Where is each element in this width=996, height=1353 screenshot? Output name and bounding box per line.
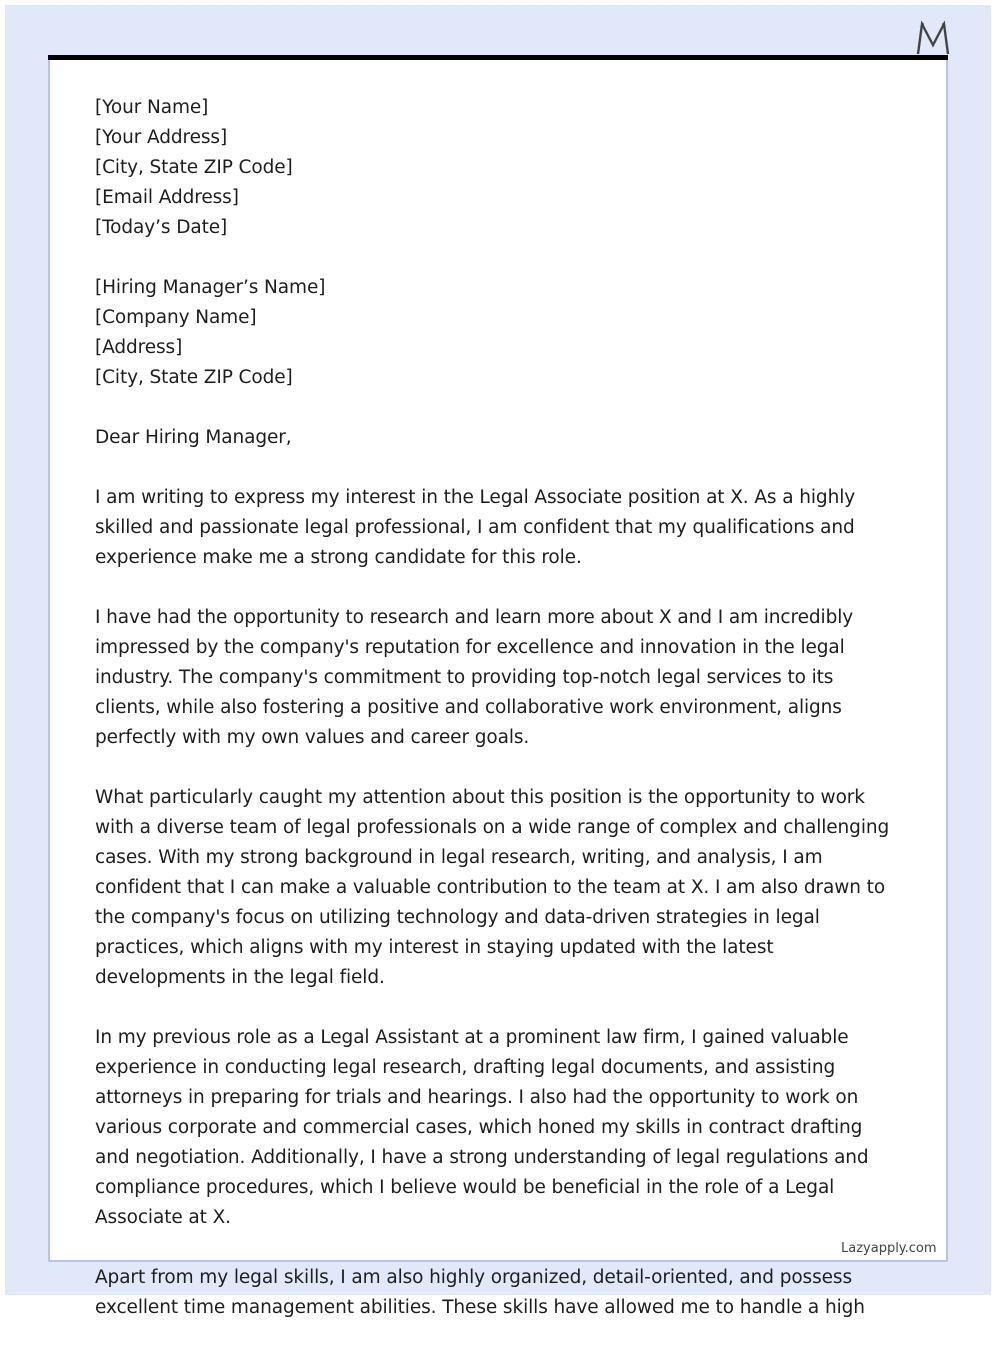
letter-date: [Today’s Date] bbox=[95, 217, 228, 238]
letter-body bbox=[95, 93, 895, 1353]
sender-city: [City, State ZIP Code] bbox=[95, 157, 293, 178]
sender-name: [Your Name] bbox=[95, 97, 209, 118]
m-logo-icon bbox=[915, 21, 951, 57]
recipient-city: [City, State ZIP Code] bbox=[95, 367, 293, 388]
paragraph-intro: I am writing to express my interest in the Legal Associate position at X. As a highly skilled and passionate legal professional, I am confident that my qualifications and experience make me a strong candidate for this role. bbox=[95, 487, 856, 568]
paragraph-experience: In my previous role as a Legal Assistant at a prominent law firm, I gained valuable experience in conducting legal research, drafting legal documents, and assisting attorneys in preparing for trials and hearings. I also had the opportunity to work on various corporate and commercial cases, which honed my skills in contract drafting and negotiation. Additionally, I have a strong understanding of legal regulations and compliance procedures, which I believe would be beneficial in the role of a Legal Associate at X. bbox=[95, 1027, 869, 1228]
sender-block bbox=[95, 93, 895, 243]
recipient-block bbox=[95, 273, 895, 393]
paragraph-skills: Apart from my legal skills, I am also highly organized, detail-oriented, and possess excellent time management abilities. These skills have allowed me to handle a high bbox=[95, 1267, 865, 1318]
watermark: Lazyapply.com bbox=[841, 1241, 937, 1256]
paragraph-company: I have had the opportunity to research and learn more about X and I am incredibly impressed by the company's reputation for excellence and innovation in the legal industry. The company's commitment to providing top-notch legal services to its clients, while also fostering a positive and collaborative work environment, aligns perfectly with my own values and career goals. bbox=[95, 607, 854, 748]
recipient-address: [Address] bbox=[95, 337, 183, 358]
sender-email: [Email Address] bbox=[95, 187, 239, 208]
recipient-manager: [Hiring Manager’s Name] bbox=[95, 277, 326, 298]
recipient-company: [Company Name] bbox=[95, 307, 257, 328]
salutation: Dear Hiring Manager, bbox=[95, 427, 292, 448]
sender-address: [Your Address] bbox=[95, 127, 228, 148]
paragraph-position: What particularly caught my attention about this position is the opportunity to work with a diverse team of legal professionals on a wide range of complex and challenging cases. With my strong background in legal research, writing, and analysis, I am confident that I can make a valuable contribution to the team at X. I am also drawn to the company's focus on utilizing technology and data-driven strategies in legal practices, which aligns with my interest in staying updated with the latest developments in the legal field. bbox=[95, 787, 890, 988]
